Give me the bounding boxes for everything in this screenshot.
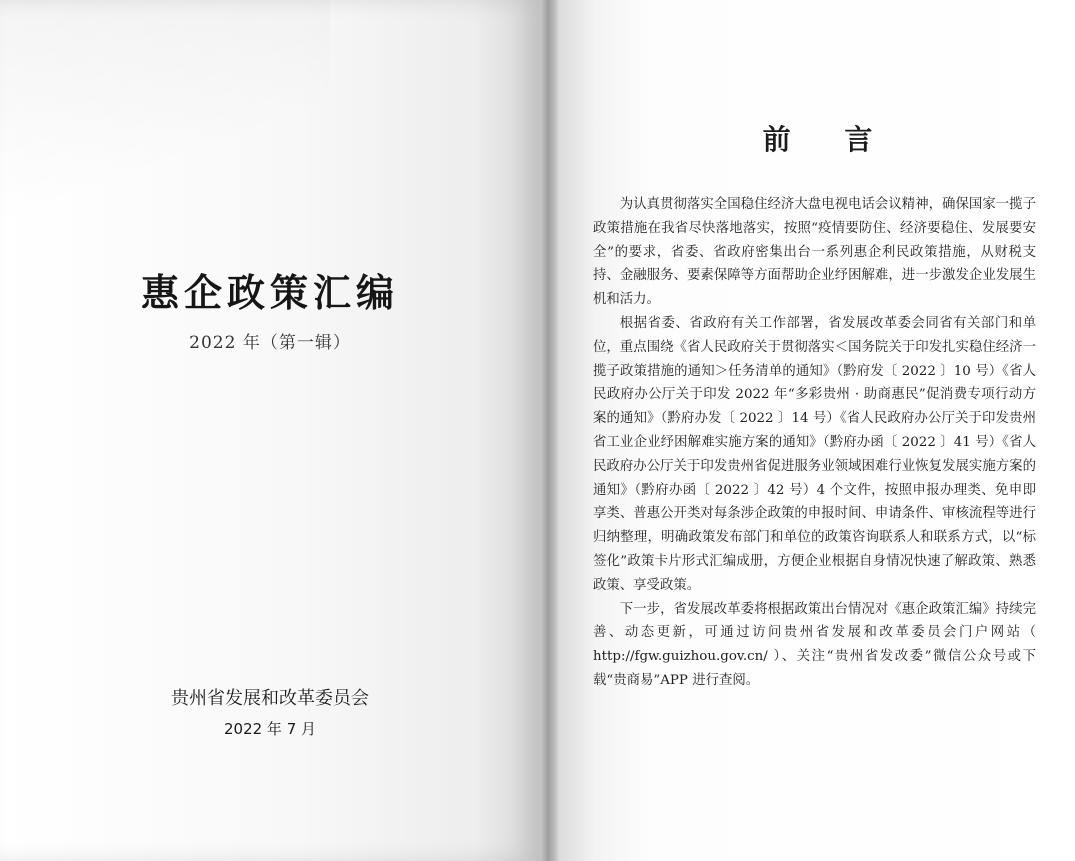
preface-body: [593, 193, 1036, 693]
preface-heading: 前 言: [762, 123, 895, 156]
cover-title: 惠企政策汇编: [140, 270, 399, 315]
book-spine: [540, 0, 560, 861]
preface-page: [560, 0, 1075, 861]
preface-paragraph-3: 下一步，省发展改革委将根据政策出台情况对《惠企政策汇编》持续完善、动态更新，可通过访问贵州省发展和改革委员会门户网站（ http://fgw.guizhou.gov.cn/ ）、关注“贵州省发改委”微信公众号或下载“贵商易”APP 进行查阅。: [593, 601, 1036, 688]
cover-date: 2022 年 7 月: [223, 720, 317, 738]
cover-organization: 贵州省发展和改革委员会: [171, 688, 369, 709]
preface-paragraph-1: 为认真贯彻落实全国稳住经济大盘电视电话会议精神，确保国家一揽子政策措施在我省尽快落地落实，按照“疫情要防住、经济要稳住、发展要安全”的要求，省委、省政府密集出台一系列惠企利民政策措施，从财税支持、金融服务、要素保障等方面帮助企业纾困解难，进一步激发企业发展生机和活力。: [593, 197, 1036, 308]
preface-paragraph-2: 根据省委、省政府有关工作部署，省发展改革委会同省有关部门和单位，重点围绕《省人民政府关于贯彻落实＜国务院关于印发扎实稳住经济一揽子政策措施的通知＞任务清单的通知》（黔府发〔 2022 〕10 号）《省人民政府办公厅关于印发 2022 年“多彩贵州 · 助商惠民”促消费专项行动方案的通知》（黔府办发〔 2022 〕14 号）《省人民政府办公厅关于印发贵州省工业企业纾困解难实施方案的通知》（黔府办函〔 2022 〕41 号）《省人民政府办公厅关于印发贵州省促进服务业领域困难行业恢复发展实施方案的通知》（黔府办函〔 2022 〕42 号）4 个文件，按照申报办理类、免申即享类、普惠公开类对每条涉企政策的申报时间、申请条件、审核流程等进行归纳整理，明确政策发布部门和单位的政策咨询联系人和联系方式，以“标签化”政策卡片形式汇编成册，方便企业根据自身情况快速了解政策、熟悉政策、享受政策。: [593, 315, 1036, 593]
cover-subtitle: 2022 年（第一辑）: [189, 333, 351, 353]
